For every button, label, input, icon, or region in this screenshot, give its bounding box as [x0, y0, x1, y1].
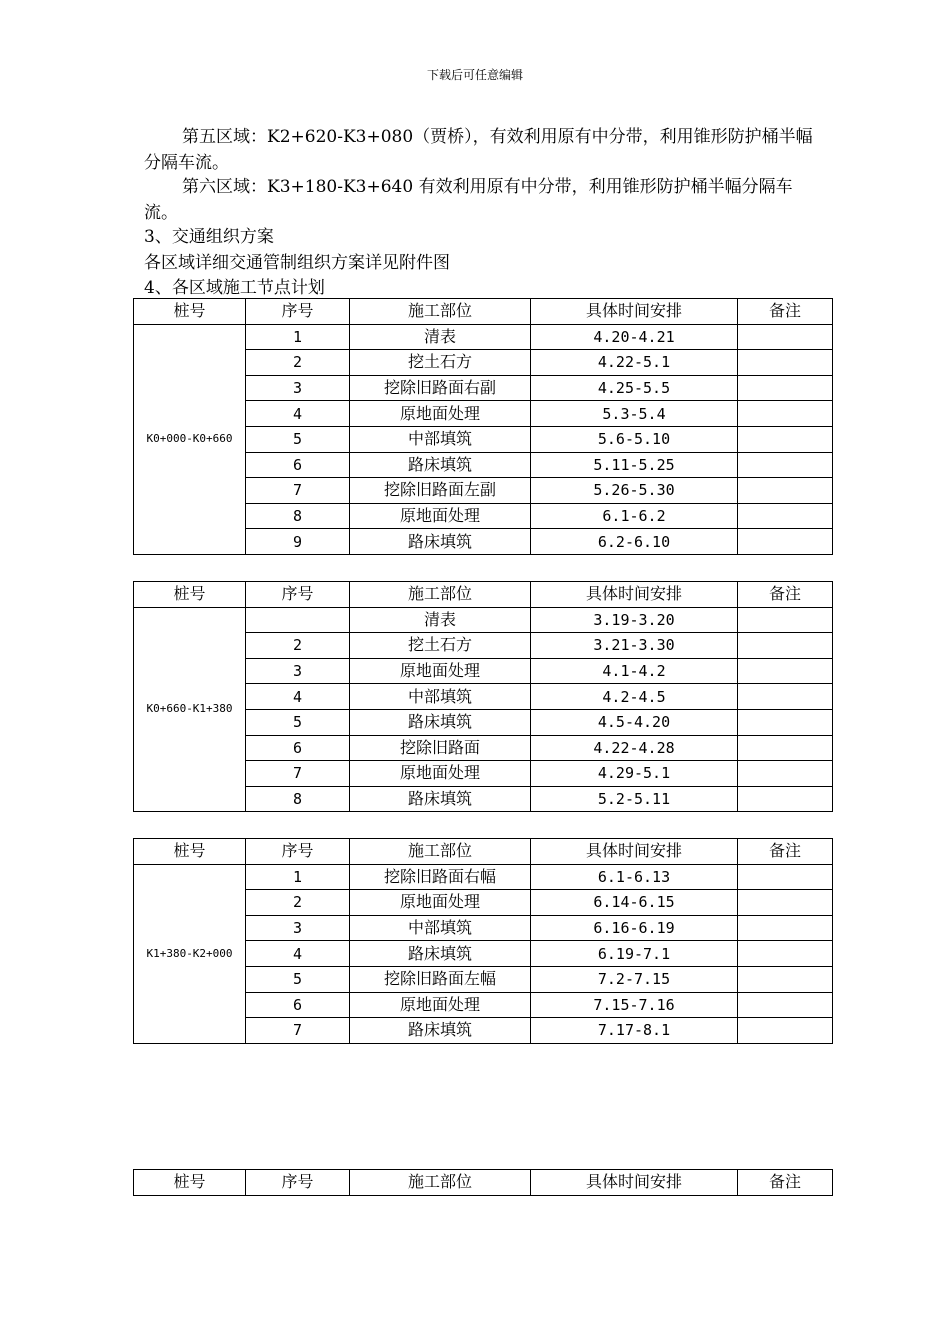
remark: [738, 864, 833, 890]
time-schedule: 5.11-5.25: [531, 452, 738, 478]
column-header: 桩号: [134, 1170, 246, 1196]
construction-part: 挖土石方: [350, 633, 531, 659]
time-schedule: 4.1-4.2: [531, 658, 738, 684]
time-schedule: 4.25-5.5: [531, 375, 738, 401]
stake-range: K0+660-K1+380: [134, 607, 246, 812]
remark: [738, 426, 833, 452]
column-header: 序号: [246, 299, 350, 325]
column-header: 施工部位: [350, 839, 531, 865]
time-schedule: 4.2-4.5: [531, 684, 738, 710]
remark: [738, 915, 833, 941]
row-number: 5: [246, 426, 350, 452]
table-header-row: [134, 299, 833, 325]
row-number: 8: [246, 786, 350, 812]
table-row: [134, 324, 833, 350]
construction-part: 路床填筑: [350, 709, 531, 735]
remark: [738, 350, 833, 376]
remark: [738, 966, 833, 992]
time-schedule: 5.2-5.11: [531, 786, 738, 812]
time-schedule: 7.2-7.15: [531, 966, 738, 992]
remark: [738, 401, 833, 427]
stake-range: K0+000-K0+660: [134, 324, 246, 554]
construction-part: 挖除旧路面左幅: [350, 966, 531, 992]
row-number: 3: [246, 375, 350, 401]
row-number: 3: [246, 658, 350, 684]
time-schedule: 5.6-5.10: [531, 426, 738, 452]
column-header: 序号: [246, 582, 350, 608]
row-number: 6: [246, 735, 350, 761]
heading-traffic-plan: 3、交通组织方案: [144, 227, 274, 247]
row-number: 5: [246, 966, 350, 992]
time-schedule: 4.22-4.28: [531, 735, 738, 761]
remark: [738, 709, 833, 735]
table-row: [134, 864, 833, 890]
row-number: 8: [246, 503, 350, 529]
paragraph-zone-5: 第五区域：K2+620-K3+080（贾桥），有效利用原有中分带，利用锥形防护桶半幅分隔车流。: [144, 127, 813, 173]
row-number: 4: [246, 941, 350, 967]
paragraph-traffic-detail: 各区域详细交通管制组织方案详见附件图: [144, 253, 450, 273]
remark: [738, 761, 833, 787]
remark: [738, 503, 833, 529]
row-number: 1: [246, 864, 350, 890]
construction-part: 路床填筑: [350, 452, 531, 478]
column-header: 序号: [246, 1170, 350, 1196]
column-header: 备注: [738, 299, 833, 325]
remark: [738, 658, 833, 684]
column-header: 施工部位: [350, 582, 531, 608]
construction-part: 中部填筑: [350, 915, 531, 941]
column-header: 桩号: [134, 839, 246, 865]
schedule-table-2: [133, 581, 833, 812]
remark: [738, 1018, 833, 1044]
stake-range: K1+380-K2+000: [134, 864, 246, 1043]
construction-part: 中部填筑: [350, 426, 531, 452]
time-schedule: 3.19-3.20: [531, 607, 738, 633]
schedule-table-3: [133, 838, 833, 1044]
remark: [738, 375, 833, 401]
row-number: [246, 607, 350, 633]
construction-part: 原地面处理: [350, 761, 531, 787]
remark: [738, 452, 833, 478]
remark: [738, 633, 833, 659]
column-header: 具体时间安排: [531, 582, 738, 608]
time-schedule: 6.19-7.1: [531, 941, 738, 967]
construction-part: 挖土石方: [350, 350, 531, 376]
row-number: 9: [246, 529, 350, 555]
time-schedule: 4.29-5.1: [531, 761, 738, 787]
remark: [738, 324, 833, 350]
paragraph-zone-6: 第六区域：K3+180-K3+640 有效利用原有中分带，利用锥形防护桶半幅分隔车流。: [144, 177, 793, 223]
construction-part: 挖除旧路面: [350, 735, 531, 761]
table-header-row: [134, 1170, 833, 1196]
time-schedule: 7.17-8.1: [531, 1018, 738, 1044]
time-schedule: 5.3-5.4: [531, 401, 738, 427]
time-schedule: 4.20-4.21: [531, 324, 738, 350]
remark: [738, 941, 833, 967]
construction-part: 清表: [350, 607, 531, 633]
column-header: 具体时间安排: [531, 299, 738, 325]
construction-part: 挖除旧路面右副: [350, 375, 531, 401]
remark: [738, 890, 833, 916]
table-row: [134, 607, 833, 633]
heading-node-plan: 4、各区域施工节点计划: [144, 278, 325, 298]
row-number: 6: [246, 992, 350, 1018]
construction-part: 路床填筑: [350, 529, 531, 555]
time-schedule: 5.26-5.30: [531, 478, 738, 504]
construction-part: 路床填筑: [350, 786, 531, 812]
construction-part: 挖除旧路面左副: [350, 478, 531, 504]
remark: [738, 478, 833, 504]
column-header: 桩号: [134, 299, 246, 325]
row-number: 5: [246, 709, 350, 735]
construction-part: 原地面处理: [350, 658, 531, 684]
remark: [738, 529, 833, 555]
time-schedule: 6.1-6.13: [531, 864, 738, 890]
remark: [738, 786, 833, 812]
column-header: 备注: [738, 1170, 833, 1196]
construction-part: 挖除旧路面右幅: [350, 864, 531, 890]
construction-part: 路床填筑: [350, 941, 531, 967]
construction-part: 原地面处理: [350, 503, 531, 529]
construction-part: 路床填筑: [350, 1018, 531, 1044]
column-header: 备注: [738, 582, 833, 608]
time-schedule: 6.2-6.10: [531, 529, 738, 555]
schedule-table-1: [133, 298, 833, 555]
page-header: 下载后可任意编辑: [426, 68, 523, 82]
column-header: 施工部位: [350, 1170, 531, 1196]
row-number: 7: [246, 478, 350, 504]
time-schedule: 4.5-4.20: [531, 709, 738, 735]
row-number: 6: [246, 452, 350, 478]
schedule-table-4: [133, 1169, 833, 1196]
column-header: 桩号: [134, 582, 246, 608]
column-header: 具体时间安排: [531, 839, 738, 865]
table-header-row: [134, 839, 833, 865]
construction-part: 原地面处理: [350, 401, 531, 427]
time-schedule: 6.16-6.19: [531, 915, 738, 941]
row-number: 3: [246, 915, 350, 941]
time-schedule: 6.14-6.15: [531, 890, 738, 916]
column-header: 序号: [246, 839, 350, 865]
row-number: 4: [246, 401, 350, 427]
row-number: 1: [246, 324, 350, 350]
row-number: 2: [246, 350, 350, 376]
table-header-row: [134, 582, 833, 608]
row-number: 7: [246, 761, 350, 787]
row-number: 2: [246, 633, 350, 659]
time-schedule: 4.22-5.1: [531, 350, 738, 376]
construction-part: 清表: [350, 324, 531, 350]
remark: [738, 607, 833, 633]
row-number: 4: [246, 684, 350, 710]
time-schedule: 3.21-3.30: [531, 633, 738, 659]
remark: [738, 735, 833, 761]
column-header: 具体时间安排: [531, 1170, 738, 1196]
time-schedule: 6.1-6.2: [531, 503, 738, 529]
construction-part: 原地面处理: [350, 992, 531, 1018]
remark: [738, 684, 833, 710]
row-number: 7: [246, 1018, 350, 1044]
construction-part: 原地面处理: [350, 890, 531, 916]
row-number: 2: [246, 890, 350, 916]
construction-part: 中部填筑: [350, 684, 531, 710]
remark: [738, 992, 833, 1018]
column-header: 备注: [738, 839, 833, 865]
time-schedule: 7.15-7.16: [531, 992, 738, 1018]
column-header: 施工部位: [350, 299, 531, 325]
